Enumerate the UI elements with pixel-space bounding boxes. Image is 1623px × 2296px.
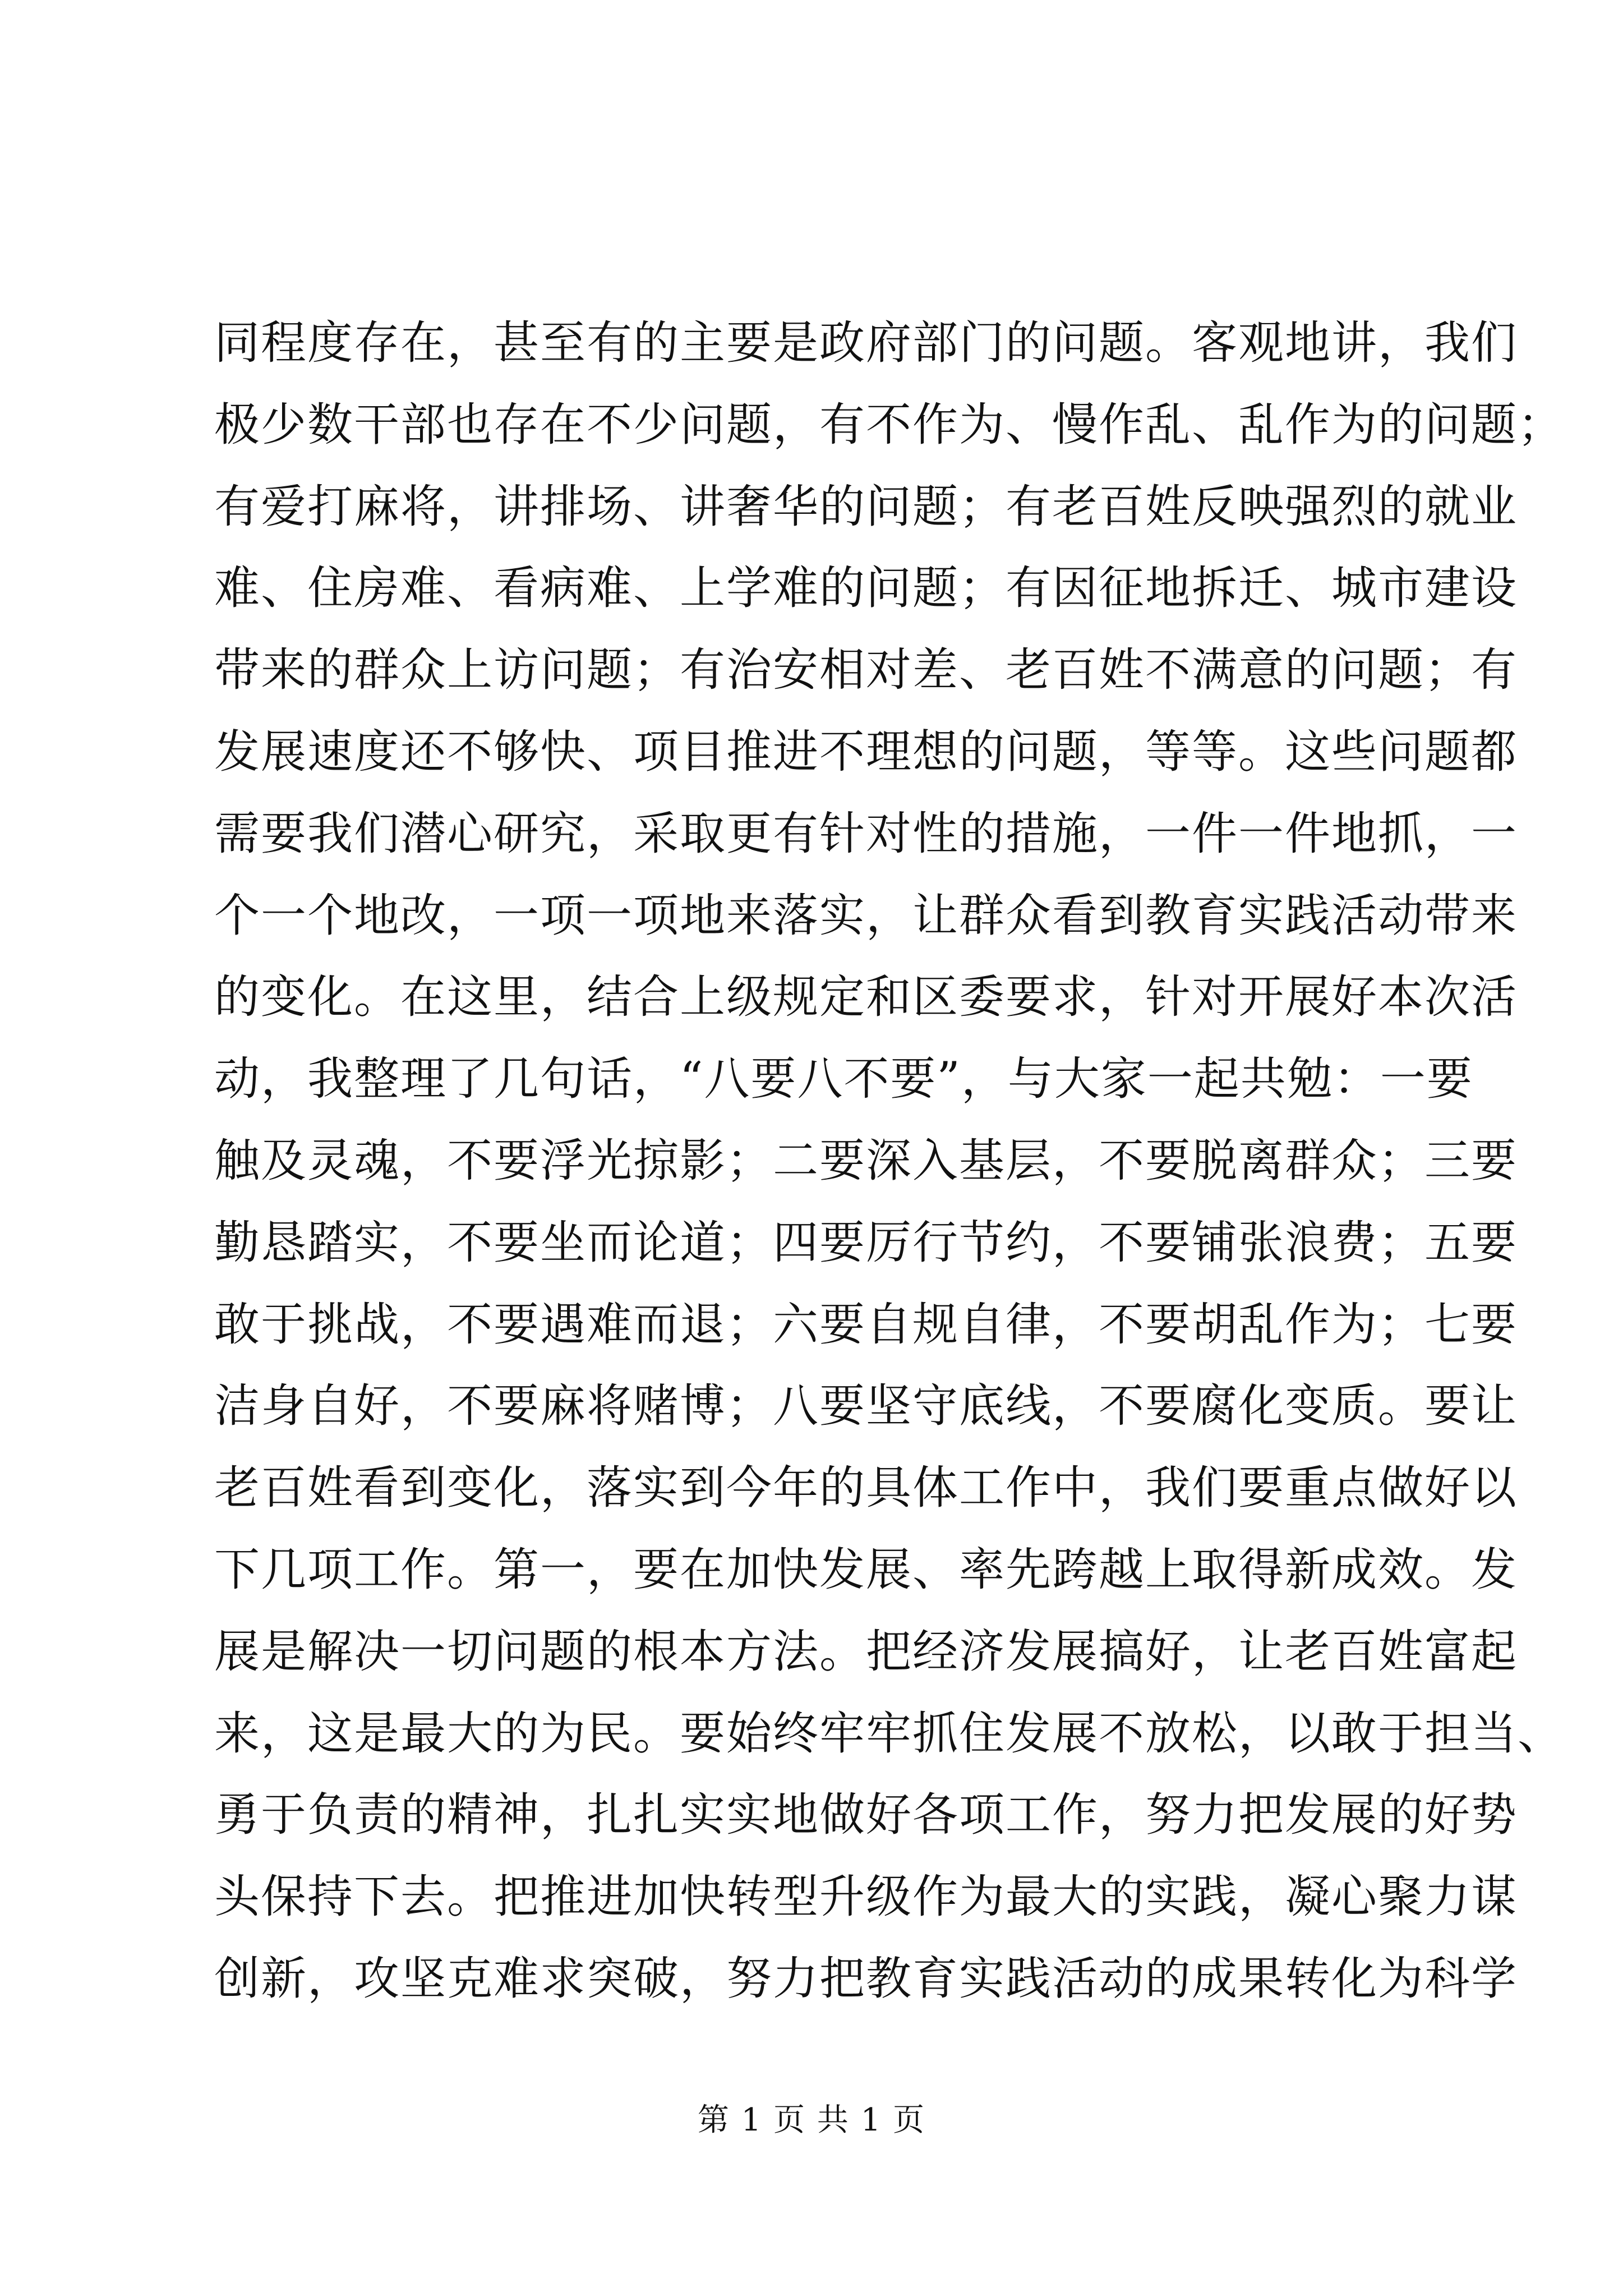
text-line: 下几项工作。第一，要在加快发展、率先跨越上取得新成效。发 [214, 1543, 1518, 1596]
text-line: 极少数干部也存在不少问题，有不作为、慢作乱、乱作为的问题； [214, 398, 1565, 452]
text-line: 洁身自好，不要麻将赌博；八要坚守底线，不要腐化变质。要让 [214, 1380, 1518, 1433]
text-line: 触及灵魂，不要浮光掠影；二要深入基层，不要脱离群众；三要 [214, 1134, 1518, 1188]
text-line: 有爱打麻将，讲排场、讲奢华的问题；有老百姓反映强烈的就业 [214, 480, 1518, 533]
text-line: 敢于挑战，不要遇难而退；六要自规自律，不要胡乱作为；七要 [214, 1298, 1518, 1351]
text-line: 难、住房难、看病难、上学难的问题；有因征地拆迁、城市建设 [214, 562, 1518, 615]
body-text [214, 303, 1565, 2021]
text-line: 头保持下去。把推进加快转型升级作为最大的实践，凝心聚力谋 [214, 1871, 1518, 1924]
text-line: 带来的群众上访问题；有治安相对差、老百姓不满意的问题；有 [214, 644, 1518, 697]
text-line: 个一个地改，一项一项地来落实，让群众看到教育实践活动带来 [214, 889, 1518, 942]
page-footer [0, 2098, 1623, 2143]
text-line: 展是解决一切问题的根本方法。把经济发展搞好，让老百姓富起 [214, 1625, 1518, 1678]
text-line: 勤恳踏实，不要坐而论道；四要厉行节约，不要铺张浪费；五要 [214, 1216, 1518, 1269]
page-number: 第 1 页 共 1 页 [697, 2102, 926, 2138]
text-line: 来，这是最大的为民。要始终牢牢抓住发展不放松，以敢于担当、 [214, 1707, 1565, 1760]
text-line: 发展速度还不够快、项目推进不理想的问题，等等。这些问题都 [214, 725, 1518, 779]
text-line: 同程度存在，甚至有的主要是政府部门的问题。客观地讲，我们 [214, 317, 1518, 370]
text-line: 需要我们潜心研究，采取更有针对性的措施，一件一件地抓，一 [214, 807, 1518, 861]
text-line: 勇于负责的精神，扎扎实实地做好各项工作，努力把发展的好势 [214, 1789, 1518, 1842]
text-line: 创新，攻坚克难求突破，努力把教育实践活动的成果转化为科学 [214, 1952, 1518, 2005]
text-line: 老百姓看到变化，落实到今年的具体工作中，我们要重点做好以 [214, 1462, 1518, 1515]
text-line: 动，我整理了几句话，“八要八不要”，与大家一起共勉：一要 [214, 1053, 1473, 1106]
text-line: 的变化。在这里，结合上级规定和区委要求，针对开展好本次活 [214, 971, 1518, 1024]
